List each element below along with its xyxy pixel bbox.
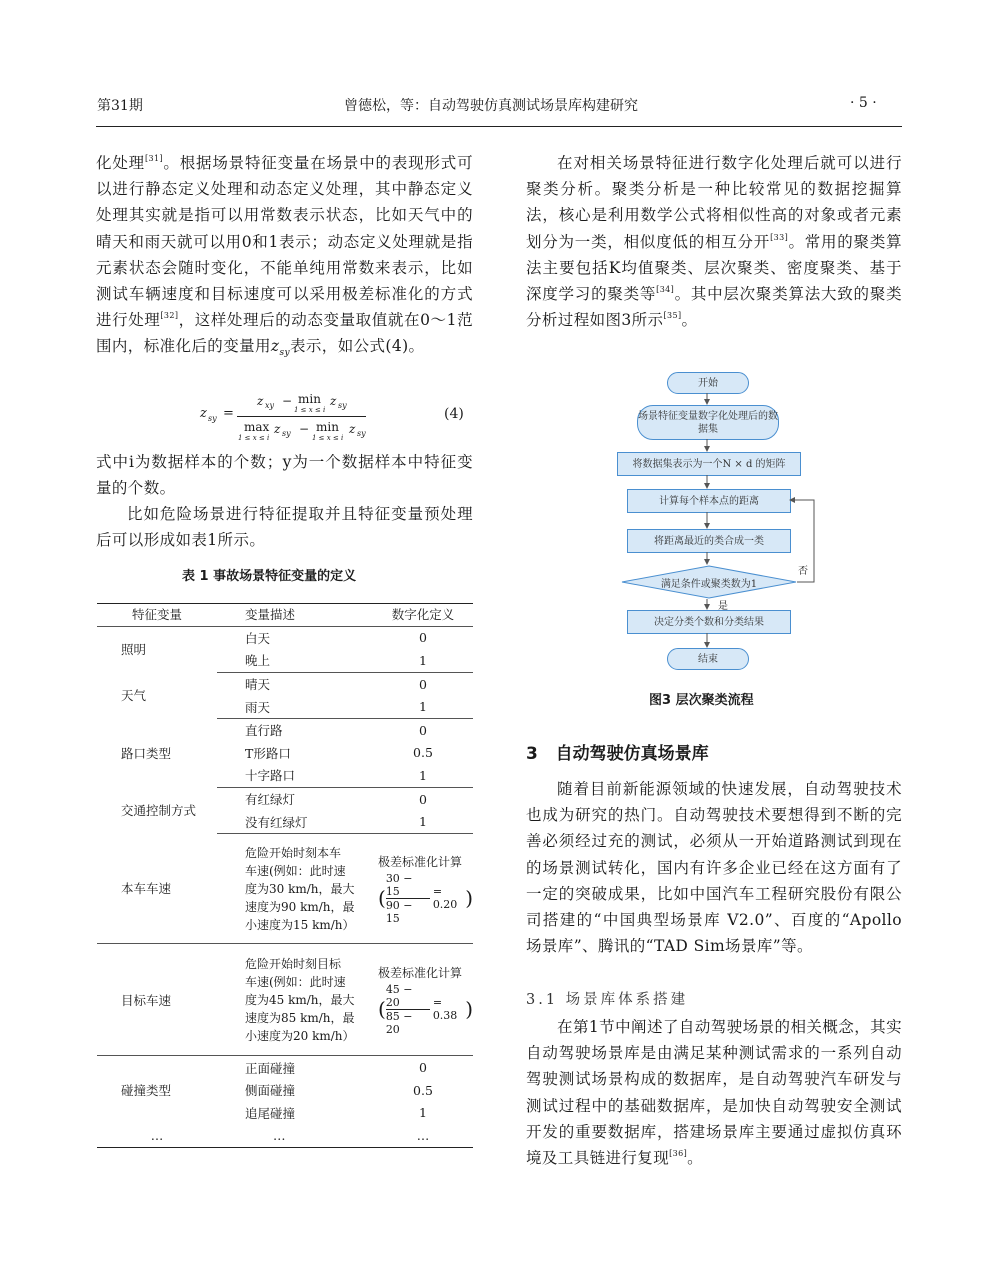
flow-end: 结束	[667, 648, 749, 670]
subsection-heading: 3.1 场景库体系搭建	[526, 992, 689, 1008]
table-caption: 表 1 事故场景特征变量的定义	[182, 569, 357, 584]
flow-arrows	[600, 370, 830, 670]
formula-4: z sy = z xy − min 1 ≤ x ≤ i z sy max 1 ≤ x ≤ i z sy − min 1 ≤ x ≤ i z sy (4)	[200, 392, 464, 442]
feature-junction: 路口类型	[121, 745, 172, 761]
page-number: · 5 ·	[850, 95, 877, 111]
right-paragraph-3: 在第1节中阐述了自动驾驶场景的相关概念，其实自动驾驶场景库是由满足某种测试需求的一系列自动驾驶测试场景构成的数据库，是自动驾驶汽车研发与测试过程中的基础数据库，是加快自动驾驶安全测试开发的重要数据库，搭建场景库主要通过虚拟仿真环境及工具链进行复现[36]。	[526, 1018, 902, 1168]
section-heading: 3 自动驾驶仿真场景库	[526, 744, 709, 764]
left-paragraph-2: 式中i为数据样本的个数；y为一个数据样本中特征变量的个数。	[96, 453, 473, 498]
right-paragraph-2: 随着目前新能源领域的快速发展，自动驾驶技术也成为研究的热门。自动驾驶技术要想得到不断的完善必须经过充的测试，必须从一开始道路测试到现在的场景测试转化，国内有许多企业已经在这方面有了一定的突破成果，比如中国汽车工程研究股份有限公司搭建的“中国典型场景库 V2.0”、百度的“Apollo 场景库”、腾讯的“TAD Sim场景库”等。	[526, 780, 902, 956]
feature-weather: 天气	[121, 688, 147, 704]
header-rule	[96, 126, 902, 127]
right-paragraph-1: 在对相关场景特征进行数字化处理后就可以进行聚类分析。聚类分析是一种比较常见的数据挖掘算法，核心是利用数学公式将相似性高的对象或者元素划分为一类，相似度低的相互分开[33]。常用的聚类算法主要包括K均值聚类、层次聚类、密度聚类、基于深度学习的聚类等[34]。其中层次聚类算法大致的聚类分析过程如图3所示[35]。	[526, 154, 902, 330]
feature-table: 特征变量 变量描述 数字化定义 照明 白天 0 晚上 1 天气 晴天 0 雨天 1 路口类型 直行路 0 T形路口 0.5 十字路口 1 交通控制方式 有红绿灯 0 没有红绿灯 1 本车车速 危险开始时刻本车 车速(例如：此时速 度为30 km/h，最大 速度为90 km/h，最 小速度为15 km/h） 极差标准化计算 ( 30 − 15 90 − 15 = 0.20 ) 目标车速 危险开始时刻目标 车速(例如：此时速 度为45 km/h，最大 速度为85 km/h，最 小速度为20 km/h） 极差标准化计算 ( 45 − 20 85 − 20 = 0.38 ) 碰撞类型 正面碰撞 0 侧面碰撞 0.5 追尾碰撞 1 … … …	[97, 603, 473, 1148]
feature-traffic-control: 交通控制方式	[121, 803, 197, 819]
citation-36[interactable]: [36]	[669, 1149, 688, 1159]
flow-distance: 计算每个样本点的距离	[627, 489, 791, 513]
flow-result: 决定分类个数和分类结果	[627, 610, 791, 634]
journal-issue: 第31期	[97, 98, 143, 114]
table-header-row: 特征变量 变量描述 数字化定义	[97, 603, 473, 626]
flow-merge: 将距离最近的类合成一类	[627, 529, 791, 553]
flow-dataset: 场景特征变量数字化处理后的数据集	[637, 405, 779, 440]
left-paragraph-3: 比如危险场景进行特征提取并且特征变量预处理后可以形成如表1所示。	[96, 505, 473, 550]
row-target-speed: 目标车速 危险开始时刻目标 车速(例如：此时速 度为45 km/h，最大 速度为85 km/h，最 小速度为20 km/h） 极差标准化计算 ( 45 − 20 85 − 20 = 0.38 )	[97, 944, 473, 1056]
citation-33[interactable]: [33]	[770, 232, 789, 242]
figure-caption: 图3 层次聚类流程	[649, 693, 754, 708]
flow-matrix: 将数据集表示为一个N × d 的矩阵	[617, 452, 801, 476]
running-title: 曾德松，等：自动驾驶仿真测试场景库构建研究	[344, 98, 638, 114]
row-ego-speed: 本车车速 危险开始时刻本车 车速(例如：此时速 度为30 km/h，最大 速度为90 km/h，最 小速度为15 km/h） 极差标准化计算 ( 30 − 15 90 − 15 = 0.20 )	[97, 833, 473, 944]
citation-32[interactable]: [32]	[160, 311, 179, 321]
flow-start: 开始	[667, 372, 749, 394]
feature-collision: 碰撞类型	[121, 1083, 172, 1099]
flow-label-no: 否	[798, 566, 808, 577]
flow-condition: 满足条件或聚类数为1	[660, 579, 758, 590]
feature-lighting: 照明	[121, 642, 147, 658]
flow-label-yes: 是	[718, 601, 728, 612]
citation-31[interactable]: [31]	[144, 154, 163, 163]
left-paragraph-1: 化处理[31]。根据场景特征变量在场景中的表现形式可以进行静态定义处理和动态定义处理，其中静态定义处理其实就是指可以用常数表示状态，比如天气中的晴天和雨天就可以用0和1表示；动态定义处理就是指元素状态会随时变化，不能单纯用常数来表示，比如测试车辆速度和目标速度可以采用极差标准化的方式进行处理[32]，这样处理后的动态变量取值就在0～1范围内，标准化后的变量用$z_{sy}$表示，如公式(4)。	[96, 154, 473, 359]
table-ellipsis-row: … … …	[97, 1124, 473, 1147]
citation-34[interactable]: [34]	[656, 285, 675, 295]
citation-35[interactable]: [35]	[663, 311, 682, 321]
